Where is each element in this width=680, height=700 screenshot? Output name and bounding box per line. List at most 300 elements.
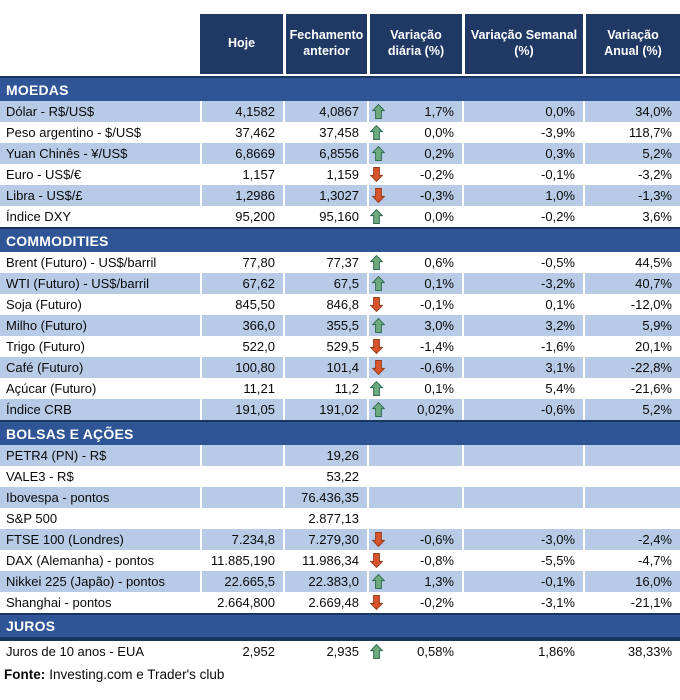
fechamento-value: 846,8 (326, 297, 359, 312)
label-value: DAX (Alemanha) - pontos (6, 553, 155, 568)
anual-value: 5,2% (642, 402, 672, 417)
cell-hoje (200, 357, 283, 378)
diaria-value: -0,3% (420, 188, 454, 203)
anual-value: 16,0% (635, 574, 672, 589)
diaria-value: 1,3% (424, 574, 454, 589)
cell-diaria (367, 252, 462, 273)
table-row (0, 445, 680, 466)
cell-semanal (462, 487, 583, 508)
cell-fechamento (283, 273, 367, 294)
cell-semanal (462, 508, 583, 529)
cell-diaria (367, 399, 462, 420)
cell-semanal (462, 185, 583, 206)
header-hoje: Hoje (200, 14, 283, 74)
cell-fechamento (283, 399, 367, 420)
label-value: Trigo (Futuro) (6, 339, 85, 354)
label-value: Shanghai - pontos (6, 595, 112, 610)
hoje-value: 6,8669 (235, 146, 275, 161)
cell-label (0, 273, 200, 294)
table-row (0, 315, 680, 336)
cell-label (0, 571, 200, 592)
cell-semanal (462, 641, 583, 662)
semanal-value: 0,1% (545, 297, 575, 312)
anual-value: -12,0% (630, 297, 672, 312)
diaria-value: -0,6% (420, 360, 454, 375)
arrow-up-icon (372, 146, 385, 161)
fechamento-value: 1,3027 (319, 188, 359, 203)
cell-label (0, 508, 200, 529)
cell-label (0, 550, 200, 571)
fechamento-value: 2.877,13 (308, 511, 359, 526)
cell-semanal (462, 571, 583, 592)
cell-anual (583, 143, 680, 164)
anual-value: 34,0% (635, 104, 672, 119)
cell-diaria (367, 529, 462, 550)
diaria-value: 3,0% (424, 318, 454, 333)
cell-anual (583, 273, 680, 294)
cell-semanal (462, 466, 583, 487)
cell-hoje (200, 206, 283, 227)
arrow-up-icon (370, 381, 383, 396)
fechamento-value: 1,159 (326, 167, 359, 182)
anual-value: -21,6% (630, 381, 672, 396)
cell-hoje (200, 164, 283, 185)
arrow-up-icon (372, 104, 385, 119)
cell-hoje (200, 571, 283, 592)
cell-hoje (200, 315, 283, 336)
cell-diaria (367, 122, 462, 143)
cell-fechamento (283, 101, 367, 122)
cell-anual (583, 445, 680, 466)
label-value: S&P 500 (6, 511, 58, 526)
arrow-up-icon (370, 644, 383, 659)
cell-fechamento (283, 445, 367, 466)
cell-anual (583, 641, 680, 662)
cell-semanal (462, 143, 583, 164)
label-value: PETR4 (PN) - R$ (6, 448, 107, 463)
cell-label (0, 592, 200, 613)
cell-diaria (367, 357, 462, 378)
diaria-value: 0,6% (424, 255, 454, 270)
semanal-value: -0,6% (541, 402, 575, 417)
label-value: Açúcar (Futuro) (6, 381, 97, 396)
anual-value: 118,7% (628, 125, 672, 140)
table-row (0, 164, 680, 185)
anual-value: 40,7% (635, 276, 672, 291)
anual-value: 5,2% (642, 146, 672, 161)
diaria-value: 0,1% (424, 276, 454, 291)
cell-hoje (200, 508, 283, 529)
cell-fechamento (283, 294, 367, 315)
cell-diaria (367, 641, 462, 662)
cell-semanal (462, 550, 583, 571)
header-variacao-diaria: Variação diária (%) (367, 14, 462, 74)
fechamento-value: 11,2 (334, 381, 359, 396)
cell-semanal (462, 378, 583, 399)
arrow-down-icon (370, 167, 383, 182)
cell-fechamento (283, 592, 367, 613)
fechamento-value: 4,0867 (319, 104, 359, 119)
cell-hoje (200, 185, 283, 206)
cell-label (0, 399, 200, 420)
diaria-value: 0,0% (424, 125, 454, 140)
fechamento-value: 2,935 (326, 644, 359, 659)
cell-diaria (367, 185, 462, 206)
cell-semanal (462, 445, 583, 466)
table-row (0, 378, 680, 399)
cell-label (0, 122, 200, 143)
cell-diaria (367, 466, 462, 487)
cell-label (0, 445, 200, 466)
fechamento-value: 355,5 (326, 318, 359, 333)
cell-diaria (367, 487, 462, 508)
arrow-up-icon (370, 209, 383, 224)
cell-anual (583, 315, 680, 336)
fechamento-value: 95,160 (319, 209, 359, 224)
diaria-value: -0,2% (420, 595, 454, 610)
cell-anual (583, 529, 680, 550)
hoje-value: 191,05 (235, 402, 275, 417)
cell-hoje (200, 445, 283, 466)
table-row (0, 641, 680, 662)
diaria-value: 1,7% (424, 104, 454, 119)
cell-fechamento (283, 315, 367, 336)
anual-value: -2,4% (638, 532, 672, 547)
cell-semanal (462, 122, 583, 143)
cell-label (0, 378, 200, 399)
market-table (0, 14, 680, 686)
cell-hoje (200, 143, 283, 164)
cell-semanal (462, 252, 583, 273)
arrow-down-icon (370, 297, 383, 312)
label-value: Milho (Futuro) (6, 318, 87, 333)
label-value: Índice DXY (6, 209, 72, 224)
hoje-value: 67,62 (242, 276, 275, 291)
source-text: Investing.com e Trader's club (49, 666, 225, 682)
hoje-value: 522,0 (242, 339, 275, 354)
arrow-up-icon (372, 276, 385, 291)
label-value: Soja (Futuro) (6, 297, 82, 312)
cell-hoje (200, 122, 283, 143)
fechamento-value: 19,26 (326, 448, 359, 463)
cell-semanal (462, 294, 583, 315)
label-value: Peso argentino - $/US$ (6, 125, 142, 140)
cell-label (0, 357, 200, 378)
fechamento-value: 67,5 (333, 276, 359, 291)
cell-semanal (462, 164, 583, 185)
cell-diaria (367, 294, 462, 315)
label-value: Índice CRB (6, 402, 72, 417)
semanal-value: -3,2% (541, 276, 575, 291)
cell-anual (583, 122, 680, 143)
cell-anual (583, 550, 680, 571)
semanal-value: -3,1% (541, 595, 575, 610)
cell-anual (583, 357, 680, 378)
anual-value: 3,6% (642, 209, 672, 224)
table-row (0, 592, 680, 613)
cell-semanal (462, 336, 583, 357)
label-value: Ibovespa - pontos (6, 490, 110, 505)
cell-hoje (200, 273, 283, 294)
cell-fechamento (283, 378, 367, 399)
fechamento-value: 7.279,30 (308, 532, 359, 547)
cell-semanal (462, 399, 583, 420)
label-value: Café (Futuro) (6, 360, 84, 375)
cell-diaria (367, 550, 462, 571)
cell-anual (583, 399, 680, 420)
arrow-up-icon (372, 402, 385, 417)
cell-anual (583, 252, 680, 273)
cell-label (0, 252, 200, 273)
table-row (0, 143, 680, 164)
hoje-value: 22.665,5 (224, 574, 275, 589)
table-row (0, 357, 680, 378)
cell-anual (583, 206, 680, 227)
label-value: Juros de 10 anos - EUA (6, 644, 145, 659)
cell-semanal (462, 315, 583, 336)
cell-anual (583, 466, 680, 487)
cell-hoje (200, 641, 283, 662)
semanal-value: -5,5% (541, 553, 575, 568)
table-row (0, 206, 680, 227)
cell-anual (583, 164, 680, 185)
table-row (0, 273, 680, 294)
cell-fechamento (283, 252, 367, 273)
table-row (0, 466, 680, 487)
anual-value: -21,1% (630, 595, 672, 610)
label-value: Brent (Futuro) - US$/barril (6, 255, 157, 270)
hoje-value: 77,80 (242, 255, 275, 270)
cell-hoje (200, 101, 283, 122)
hoje-value: 11,21 (243, 381, 275, 396)
cell-label (0, 315, 200, 336)
header-variacao-semanal: Variação Semanal (%) (462, 14, 583, 74)
semanal-value: 0,3% (545, 146, 575, 161)
hoje-value: 37,462 (235, 125, 275, 140)
semanal-value: -0,2% (541, 209, 575, 224)
cell-diaria (367, 445, 462, 466)
table-row (0, 294, 680, 315)
cell-label (0, 206, 200, 227)
cell-anual (583, 294, 680, 315)
fechamento-value: 77,37 (326, 255, 359, 270)
hoje-value: 845,50 (235, 297, 275, 312)
hoje-value: 2,952 (242, 644, 275, 659)
cell-fechamento (283, 185, 367, 206)
cell-diaria (367, 336, 462, 357)
cell-diaria (367, 101, 462, 122)
table-row (0, 571, 680, 592)
label-value: Dólar - R$/US$ (6, 104, 95, 119)
table-row (0, 336, 680, 357)
hoje-value: 366,0 (242, 318, 275, 333)
anual-value: 44,5% (635, 255, 672, 270)
cell-label (0, 164, 200, 185)
anual-value: -22,8% (630, 360, 672, 375)
diaria-value: 0,02% (417, 402, 454, 417)
cell-diaria (367, 315, 462, 336)
cell-hoje (200, 294, 283, 315)
cell-diaria (367, 571, 462, 592)
cell-hoje (200, 487, 283, 508)
cell-hoje (200, 336, 283, 357)
section-header-commodities: COMMODITIES (0, 227, 680, 252)
cell-hoje (200, 252, 283, 273)
arrow-up-icon (370, 255, 383, 270)
fechamento-value: 2.669,48 (308, 595, 359, 610)
semanal-value: 0,0% (545, 104, 575, 119)
arrow-down-icon (370, 553, 383, 568)
cell-label (0, 487, 200, 508)
fechamento-value: 22.383,0 (308, 574, 359, 589)
cell-anual (583, 336, 680, 357)
diaria-value: 0,0% (424, 209, 454, 224)
fechamento-value: 6,8556 (319, 146, 359, 161)
cell-semanal (462, 529, 583, 550)
cell-label (0, 529, 200, 550)
diaria-value: -0,6% (420, 532, 454, 547)
semanal-value: -3,0% (541, 532, 575, 547)
anual-value: 20,1% (635, 339, 672, 354)
section-header-juros: JUROS (0, 613, 680, 641)
cell-fechamento (283, 487, 367, 508)
cell-fechamento (283, 206, 367, 227)
cell-hoje (200, 466, 283, 487)
fechamento-value: 191,02 (319, 402, 359, 417)
cell-diaria (367, 143, 462, 164)
table-row (0, 550, 680, 571)
cell-fechamento (283, 571, 367, 592)
semanal-value: -1,6% (541, 339, 575, 354)
table-row (0, 529, 680, 550)
cell-diaria (367, 378, 462, 399)
cell-fechamento (283, 336, 367, 357)
cell-fechamento (283, 641, 367, 662)
cell-fechamento (283, 143, 367, 164)
diaria-value: -0,2% (420, 167, 454, 182)
cell-semanal (462, 273, 583, 294)
semanal-value: 5,4% (545, 381, 575, 396)
label-value: Nikkei 225 (Japão) - pontos (6, 574, 165, 589)
fechamento-value: 11.986,34 (302, 553, 359, 568)
hoje-value: 1,157 (242, 167, 275, 182)
cell-anual (583, 592, 680, 613)
diaria-value: 0,58% (417, 644, 454, 659)
semanal-value: -0,1% (541, 167, 575, 182)
arrow-up-icon (372, 318, 385, 333)
cell-label (0, 641, 200, 662)
hoje-value: 4,1582 (235, 104, 275, 119)
cell-diaria (367, 206, 462, 227)
arrow-down-icon (372, 188, 385, 203)
arrow-up-icon (370, 125, 383, 140)
semanal-value: 3,2% (545, 318, 575, 333)
cell-label (0, 185, 200, 206)
label-value: Euro - US$/€ (6, 167, 82, 182)
hoje-value: 2.664,800 (217, 595, 275, 610)
anual-value: -1,3% (638, 188, 672, 203)
cell-label (0, 143, 200, 164)
cell-diaria (367, 508, 462, 529)
hoje-value: 11.885,190 (210, 553, 275, 568)
table-row (0, 508, 680, 529)
cell-fechamento (283, 466, 367, 487)
cell-anual (583, 508, 680, 529)
semanal-value: -0,5% (541, 255, 575, 270)
section-header-moedas: MOEDAS (0, 76, 680, 101)
label-value: FTSE 100 (Londres) (6, 532, 124, 547)
diaria-value: 0,1% (424, 381, 454, 396)
cell-hoje (200, 399, 283, 420)
cell-diaria (367, 592, 462, 613)
semanal-value: -0,1% (541, 574, 575, 589)
anual-value: 5,9% (642, 318, 672, 333)
cell-hoje (200, 550, 283, 571)
fechamento-value: 101,4 (326, 360, 359, 375)
table-row (0, 122, 680, 143)
cell-fechamento (283, 550, 367, 571)
cell-fechamento (283, 164, 367, 185)
cell-hoje (200, 592, 283, 613)
table-row (0, 399, 680, 420)
hoje-value: 1,2986 (235, 188, 275, 203)
diaria-value: -0,1% (420, 297, 454, 312)
arrow-down-icon (372, 532, 385, 547)
diaria-value: -0,8% (420, 553, 454, 568)
semanal-value: -3,9% (541, 125, 575, 140)
fechamento-value: 529,5 (326, 339, 359, 354)
cell-anual (583, 185, 680, 206)
arrow-down-icon (372, 360, 385, 375)
cell-semanal (462, 206, 583, 227)
cell-fechamento (283, 529, 367, 550)
cell-hoje (200, 378, 283, 399)
arrow-down-icon (370, 339, 383, 354)
cell-fechamento (283, 508, 367, 529)
label-value: WTI (Futuro) - US$/barril (6, 276, 150, 291)
cell-anual (583, 101, 680, 122)
cell-semanal (462, 592, 583, 613)
anual-value: -3,2% (638, 167, 672, 182)
cell-label (0, 101, 200, 122)
hoje-value: 95,200 (235, 209, 275, 224)
label-value: Yuan Chinês - ¥/US$ (6, 146, 128, 161)
section-header-bolsas-e-acoes: BOLSAS E AÇÕES (0, 420, 680, 445)
anual-value: 38,33% (627, 644, 672, 659)
cell-anual (583, 487, 680, 508)
cell-fechamento (283, 357, 367, 378)
hoje-value: 7.234,8 (231, 532, 275, 547)
diaria-value: 0,2% (424, 146, 454, 161)
table-row (0, 487, 680, 508)
cell-label (0, 336, 200, 357)
cell-anual (583, 378, 680, 399)
header-variacao-anual: Variação Anual (%) (583, 14, 680, 74)
fechamento-value: 53,22 (326, 469, 359, 484)
semanal-value: 1,86% (538, 644, 575, 659)
cell-semanal (462, 101, 583, 122)
fechamento-value: 76.436,35 (301, 490, 359, 505)
cell-label (0, 466, 200, 487)
column-headers (200, 14, 680, 74)
table-row (0, 252, 680, 273)
cell-anual (583, 571, 680, 592)
cell-semanal (462, 357, 583, 378)
hoje-value: 100,80 (235, 360, 275, 375)
table-body (0, 76, 680, 662)
label-value: VALE3 - R$ (6, 469, 74, 484)
diaria-value: -1,4% (420, 339, 454, 354)
